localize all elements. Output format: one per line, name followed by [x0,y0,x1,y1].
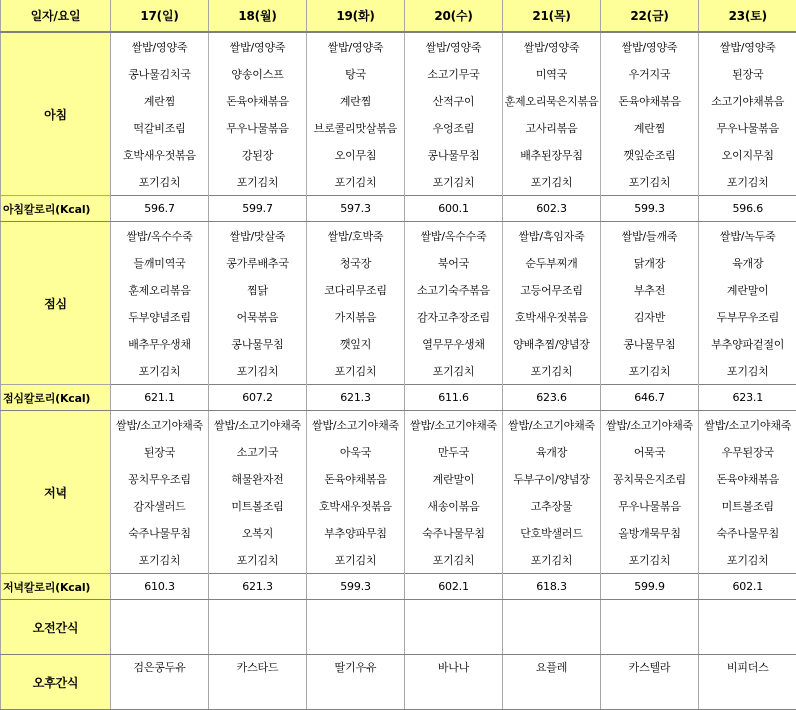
snack-item: 카스타드 [209,655,307,710]
menu-item: 깻잎순조림 [601,141,699,168]
dinner-menu-row [1,519,796,546]
menu-item: 단호박샐러드 [503,519,601,546]
menu-item: 미역국 [503,60,601,87]
menu-item: 감자고추장조림 [405,303,503,330]
day-header: 19(화) [307,0,405,32]
menu-item: 쌀밥/소고기야채죽 [699,411,796,439]
menu-item: 포기김치 [601,357,699,385]
menu-item: 깻잎지 [307,330,405,357]
menu-item: 쌀밥/영양죽 [209,32,307,60]
calorie-value: 599.7 [209,196,307,222]
calorie-value: 610.3 [111,574,209,600]
menu-item: 무우나물볶음 [699,114,796,141]
menu-item: 들깨미역국 [111,249,209,276]
breakfast-calorie-label: 아침칼로리(Kcal) [1,196,111,222]
menu-item: 쌀밥/들깨죽 [601,222,699,250]
menu-item: 우엉조림 [405,114,503,141]
menu-item: 쌀밥/맛살죽 [209,222,307,250]
lunch-menu-row [1,303,796,330]
am_snack-row [1,600,796,655]
menu-item: 쌀밥/소고기야채죽 [405,411,503,439]
menu-item: 쌀밥/소고기야채죽 [601,411,699,439]
lunch-label: 점심 [1,222,111,385]
calorie-value: 618.3 [503,574,601,600]
breakfast-menu-row [1,60,796,87]
menu-item: 쌀밥/소고기야채죽 [209,411,307,439]
menu-item: 포기김치 [307,168,405,196]
snack-item: 요플레 [503,655,601,710]
menu-item: 꽁치묵은지조림 [601,465,699,492]
menu-item: 콩나물무침 [405,141,503,168]
menu-item: 숙주나물무침 [405,519,503,546]
breakfast-menu-row [1,114,796,141]
menu-item: 소고기야채볶음 [699,87,796,114]
dinner-menu-row [1,438,796,465]
dinner-menu-row [1,546,796,574]
calorie-value: 621.3 [307,385,405,411]
menu-item: 돈육야채볶음 [209,87,307,114]
menu-item: 계란말이 [699,276,796,303]
menu-item: 쌀밥/흑임자죽 [503,222,601,250]
menu-item: 포기김치 [209,357,307,385]
breakfast-menu-row [1,168,796,196]
header-corner: 일자/요일 [1,0,111,32]
header-row [1,0,796,32]
menu-item: 된장국 [111,438,209,465]
menu-item: 우무된장국 [699,438,796,465]
menu-item: 배추무우생채 [111,330,209,357]
breakfast-calorie-row [1,196,796,222]
menu-item: 우거지국 [601,60,699,87]
menu-item: 꽁치무우조림 [111,465,209,492]
menu-item: 포기김치 [209,546,307,574]
menu-item: 쌀밥/영양죽 [307,32,405,60]
menu-item: 포기김치 [307,546,405,574]
menu-item: 포기김치 [111,357,209,385]
menu-item: 육개장 [699,249,796,276]
lunch-menu-row [1,276,796,303]
snack-item: 카스텔라 [601,655,699,710]
breakfast-menu-row [1,141,796,168]
menu-item: 포기김치 [503,546,601,574]
snack-item: 검은콩두유 [111,655,209,710]
menu-item: 부추양파겉절이 [699,330,796,357]
menu-item: 올방개묵무침 [601,519,699,546]
menu-item: 새송이볶음 [405,492,503,519]
calorie-value: 596.7 [111,196,209,222]
snack-item [111,600,209,655]
calorie-value: 646.7 [601,385,699,411]
menu-item: 브로콜리맛살볶음 [307,114,405,141]
menu-item: 포기김치 [405,357,503,385]
calorie-value: 602.3 [503,196,601,222]
menu-item: 탕국 [307,60,405,87]
menu-item: 포기김치 [601,546,699,574]
menu-item: 고등어무조림 [503,276,601,303]
calorie-value: 596.6 [699,196,796,222]
calorie-value: 611.6 [405,385,503,411]
menu-item: 두부구이/양념장 [503,465,601,492]
menu-item: 어묵볶음 [209,303,307,330]
menu-item: 열무무우생채 [405,330,503,357]
menu-item: 포기김치 [699,546,796,574]
snack-item [209,600,307,655]
lunch-menu-row [1,222,796,250]
breakfast-menu-row [1,87,796,114]
day-header: 17(일) [111,0,209,32]
menu-item: 된장국 [699,60,796,87]
lunch-calorie-row [1,385,796,411]
menu-item: 훈제오리묵은지볶음 [503,87,601,114]
calorie-value: 602.1 [699,574,796,600]
menu-item: 산적구이 [405,87,503,114]
menu-item: 아욱국 [307,438,405,465]
pm_snack-label: 오후간식 [1,655,111,710]
snack-item [503,600,601,655]
menu-item: 쌀밥/소고기야채죽 [503,411,601,439]
menu-item: 미트볼조림 [699,492,796,519]
menu-item: 부추전 [601,276,699,303]
menu-item: 포기김치 [405,546,503,574]
menu-item: 쌀밥/영양죽 [601,32,699,60]
menu-item: 쌀밥/소고기야채죽 [111,411,209,439]
menu-item: 두부무우조림 [699,303,796,330]
menu-item: 콩나물김치국 [111,60,209,87]
menu-item: 쌀밥/영양죽 [405,32,503,60]
menu-item: 숙주나물무침 [699,519,796,546]
menu-item: 돈육야채볶음 [307,465,405,492]
menu-item: 포기김치 [503,357,601,385]
day-header: 22(금) [601,0,699,32]
day-header: 18(월) [209,0,307,32]
menu-item: 무우나물볶음 [601,492,699,519]
snack-item: 비피더스 [699,655,796,710]
menu-item: 북어국 [405,249,503,276]
menu-item: 부추양파무침 [307,519,405,546]
menu-item: 소고기무국 [405,60,503,87]
calorie-value: 623.1 [699,385,796,411]
calorie-value: 597.3 [307,196,405,222]
menu-item: 쌀밥/소고기야채죽 [307,411,405,439]
snack-item [307,600,405,655]
menu-item: 해물완자전 [209,465,307,492]
menu-item: 포기김치 [209,168,307,196]
menu-item: 쌀밥/옥수수죽 [111,222,209,250]
menu-item: 만두국 [405,438,503,465]
menu-item: 순두부찌개 [503,249,601,276]
breakfast-menu-row [1,32,796,60]
menu-item: 계란말이 [405,465,503,492]
menu-item: 포기김치 [699,168,796,196]
menu-item: 포기김치 [601,168,699,196]
dinner-menu-row [1,411,796,439]
calorie-value: 602.1 [405,574,503,600]
calorie-value: 621.3 [209,574,307,600]
lunch-menu-row [1,330,796,357]
menu-item: 강된장 [209,141,307,168]
day-header: 20(수) [405,0,503,32]
day-header: 21(목) [503,0,601,32]
menu-item: 호박새우젓볶음 [111,141,209,168]
dinner-label: 저녁 [1,411,111,574]
menu-item: 쌀밥/옥수수죽 [405,222,503,250]
menu-item: 돈육야채볶음 [699,465,796,492]
dinner-menu-row [1,465,796,492]
menu-item: 배추된장무침 [503,141,601,168]
menu-item: 양송이스프 [209,60,307,87]
menu-item: 훈제오리볶음 [111,276,209,303]
snack-item: 딸기우유 [307,655,405,710]
menu-item: 계란찜 [307,87,405,114]
menu-item: 계란찜 [111,87,209,114]
calorie-value: 599.3 [307,574,405,600]
menu-item: 돈육야채볶음 [601,87,699,114]
menu-item: 고사리볶음 [503,114,601,141]
menu-item: 콩나물무침 [601,330,699,357]
menu-item: 쌀밥/호박죽 [307,222,405,250]
menu-item: 오복지 [209,519,307,546]
menu-item: 소고기숙주볶음 [405,276,503,303]
calorie-value: 607.2 [209,385,307,411]
menu-item: 찜닭 [209,276,307,303]
calorie-value: 623.6 [503,385,601,411]
menu-item: 쌀밥/영양죽 [503,32,601,60]
snack-item: 바나나 [405,655,503,710]
menu-item: 호박새우젓볶음 [307,492,405,519]
menu-item: 포기김치 [111,168,209,196]
dinner-calorie-label: 저녁칼로리(Kcal) [1,574,111,600]
menu-item: 소고기국 [209,438,307,465]
menu-item: 미트볼조림 [209,492,307,519]
menu-item: 호박새우젓볶음 [503,303,601,330]
menu-item: 콩가루배추국 [209,249,307,276]
calorie-value: 599.3 [601,196,699,222]
lunch-menu-row [1,249,796,276]
menu-item: 무우나물볶음 [209,114,307,141]
menu-item: 계란찜 [601,114,699,141]
menu-item: 포기김치 [503,168,601,196]
menu-item: 오이무침 [307,141,405,168]
menu-item: 청국장 [307,249,405,276]
menu-item: 닭개장 [601,249,699,276]
menu-item: 포기김치 [111,546,209,574]
menu-item: 감자샐러드 [111,492,209,519]
breakfast-label: 아침 [1,32,111,196]
calorie-value: 599.9 [601,574,699,600]
menu-item: 숙주나물무침 [111,519,209,546]
menu-item: 코다리무조림 [307,276,405,303]
calorie-value: 621.1 [111,385,209,411]
am_snack-label: 오전간식 [1,600,111,655]
snack-item [601,600,699,655]
menu-item: 어묵국 [601,438,699,465]
menu-item: 양배추찜/양념장 [503,330,601,357]
pm_snack-row [1,655,796,710]
menu-item: 포기김치 [307,357,405,385]
menu-item: 쌀밥/영양죽 [111,32,209,60]
day-header: 23(토) [699,0,796,32]
menu-item: 김자반 [601,303,699,330]
menu-item: 고추장물 [503,492,601,519]
snack-item [405,600,503,655]
menu-item: 육개장 [503,438,601,465]
calorie-value: 600.1 [405,196,503,222]
menu-item: 떡갈비조림 [111,114,209,141]
dinner-menu-row [1,492,796,519]
snack-item [699,600,796,655]
menu-item: 포기김치 [405,168,503,196]
menu-item: 쌀밥/녹두죽 [699,222,796,250]
lunch-menu-row [1,357,796,385]
menu-item: 콩나물무침 [209,330,307,357]
lunch-calorie-label: 점심칼로리(Kcal) [1,385,111,411]
dinner-calorie-row [1,574,796,600]
menu-item: 두부양념조림 [111,303,209,330]
menu-item: 쌀밥/영양죽 [699,32,796,60]
menu-item: 가지볶음 [307,303,405,330]
menu-item: 오이지무침 [699,141,796,168]
menu-item: 포기김치 [699,357,796,385]
